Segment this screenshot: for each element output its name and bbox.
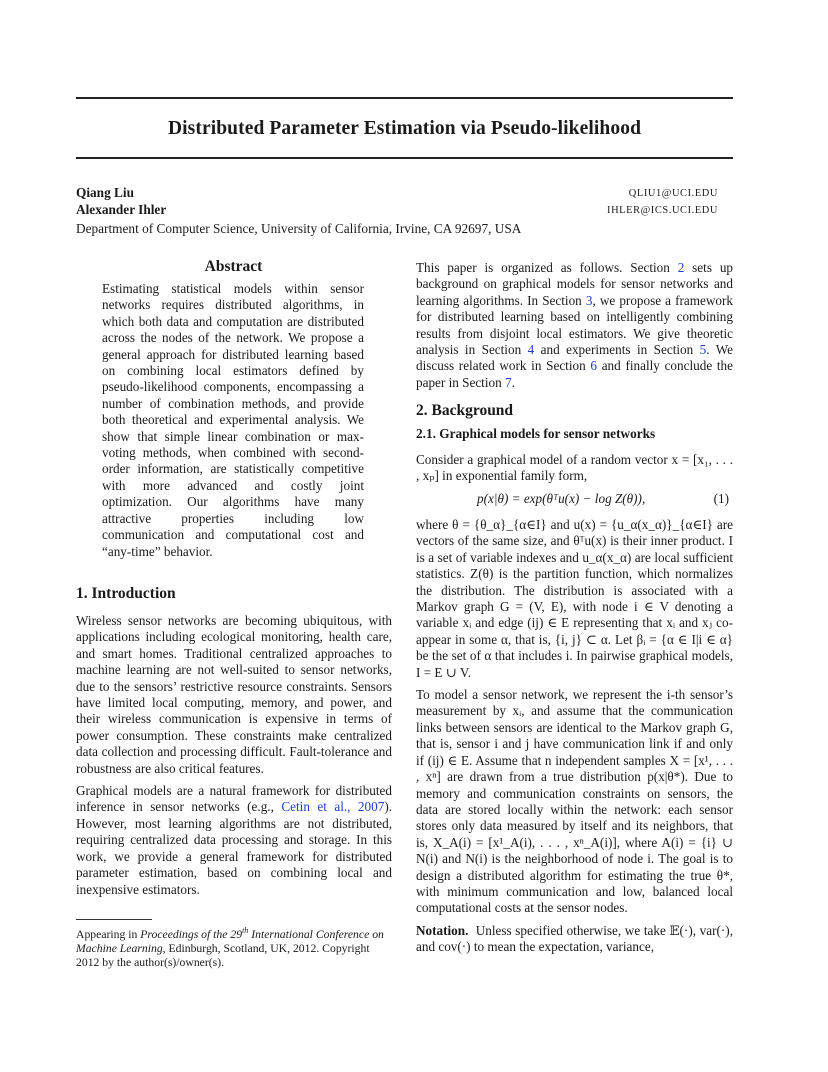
- section-link-5[interactable]: 5: [699, 342, 707, 358]
- background-paragraph-1b: where θ = {θ_α}_{α∈I} and u(x) = {u_α(x_α)}_{α∈I} are vectors of the same size, and θᵀu(x) is their inner product. I is a set of variable indexes and u_α(x_α) are local sufficient statistics. Z(θ) is the partition function, which normalizes the distribution. The distribution is associated with a Markov graph G = (V, E), with node i ∈ V denoting a variable xᵢ and edge (ij) ∈ E representing that xᵢ and xⱼ co-appear in some α, that is, {i, j} ⊂ α. Let βᵢ = {α ∈ I|i ∈ α} be the set of α that includes i. In pairwise graphical models, I = E ∪ V.: [416, 517, 733, 680]
- equation-body: p(x|θ) = exp(θᵀu(x) − log Z(θ)),: [477, 491, 646, 506]
- notation-text: Unless specified otherwise, we take 𝔼(·), var(·), and cov(·) to mean the expectation, variance,: [416, 922, 733, 955]
- author-email-2: IHLER@ICS.UCI.EDU: [607, 205, 718, 216]
- author-name-2: Alexander Ihler: [76, 202, 167, 217]
- footnote-rule: [76, 919, 152, 920]
- background-heading: 2. Background: [416, 402, 514, 419]
- subsection-heading-2-1: 2.1. Graphical models for sensor networks: [416, 426, 656, 441]
- intro-heading: 1. Introduction: [76, 585, 176, 602]
- footnote-pre: Appearing in: [76, 927, 141, 941]
- intro-paragraph-2: [76, 783, 392, 898]
- abstract-paragraph: Estimating statistical models within sensor networks requires distributed algorithms, in which both data and computation are distributed across the nodes of the network. We propose a general approach for distributed learning based on combining local estimators defined by pseudo-likelihood components, encompassing a number of combination methods, and provide both theoretical and experimental analysis. We show that simple linear combination or max-voting methods, when combined with second-order information, are statistically competitive with more advanced and costly joint optimization. Our algorithms have many attractive properties including low communication and computational cost and “any-time” behavior.: [102, 281, 364, 559]
- footnote-sup: th: [242, 926, 249, 935]
- background-paragraph-1a: Consider a graphical model of a random vector x = [x₁, . . . , xₚ] in exponential family form,: [416, 452, 733, 484]
- org-t6: and finally conclude the paper in Section: [416, 358, 733, 390]
- background-body: [416, 517, 733, 956]
- org-t3: , we propose a framework for distributed learning based on intelligently combining results from disjoint local estimators. We give theoretic analysis in Section: [416, 292, 733, 358]
- intro-p2-start: Graphical models are a natural framework for distributed inference in sensor networks (e.g.,: [76, 783, 392, 815]
- intro-body: [76, 613, 392, 898]
- background-intro: [416, 452, 733, 485]
- organization-paragraph: [416, 260, 733, 391]
- paper-title: Distributed Parameter Estimation via Pseudo-likelihood: [167, 118, 642, 139]
- footnote: [76, 924, 392, 970]
- section-link-7[interactable]: 7: [505, 374, 512, 390]
- equation-number: (1): [713, 491, 729, 506]
- abstract-text: [102, 281, 364, 560]
- org-t2: sets up background on graphical models for sensor networks and learning algorithms. In Section: [416, 260, 734, 308]
- intro-p2-end: ). However, most learning algorithms are not distributed, requiring centralized data processing and storage. In this work, we provide a general framework for distributed parameter estimation, based on combining local and inexpensive estimators.: [76, 799, 393, 897]
- org-t7: .: [511, 374, 515, 390]
- section-link-3[interactable]: 3: [585, 292, 593, 308]
- org-t4: and experiments in Section: [534, 342, 700, 358]
- citation-cetin[interactable]: Cetin et al., 2007: [281, 799, 385, 815]
- org-t5: . We discuss related work in Section: [416, 342, 733, 374]
- footnote-venue: Proceedings of the 29: [140, 927, 243, 941]
- section-link-4[interactable]: 4: [527, 342, 535, 358]
- author-name-1: Qiang Liu: [76, 185, 135, 200]
- background-paragraph-2: To model a sensor network, we represent the i-th sensor’s measurement by xᵢ, and assume that the communication links between sensors are identical to the Markov graph G, that is, sensor i and j have communication link if and only if (ij) ∈ E. Assume that n independent samples X = [x¹, . . . , xⁿ] are drawn from a true distribution p(x|θ*). Due to memory and communication constraints on sensors, the data are stored locally within the network: each sensor stores only data measured by itself and its neighbors, that is, X_A(i) = [x¹_A(i), . . . , xⁿ_A(i)], where A(i) = {i} ∪ N(i) and N(i) is the neighborhood of node i. The goal is to design a distributed algorithm for estimating the true θ*, with minimum communication and low, balanced local computational costs at the sensor nodes.: [416, 687, 733, 916]
- top-rule: [76, 97, 733, 99]
- affiliation: Department of Computer Science, University of California, Irvine, CA 92697, USA: [76, 221, 522, 236]
- intro-paragraph-1: Wireless sensor networks are becoming ubiquitous, with applications including ecological monitoring, health care, and smart homes. Traditional centralized approaches to machine learning are not well-suited to sensor networks, due to the sensors’ restrictive resource constraints. Sensors have limited local computing, memory, and power, and their wireless communication is expensive in terms of power consumption. These constraints make centralized data collection and processing difficult. Fault-tolerance and robustness are also critical features.: [76, 613, 392, 776]
- author-email-1: QLIU1@UCI.EDU: [628, 188, 718, 199]
- org-text: [416, 260, 733, 391]
- abstract-heading: Abstract: [204, 258, 263, 275]
- section-link-2[interactable]: 2: [677, 260, 685, 275]
- footnote-post: , Edinburgh, Scotland, UK, 2012. Copyright 2012 by the author(s)/owner(s).: [76, 941, 370, 969]
- footnote-venue2: International Conference on Machine Learning: [76, 927, 384, 955]
- org-t1: This paper is organized as follows. Section: [416, 260, 678, 275]
- notation-paragraph: [416, 923, 733, 956]
- notation-label: Notation.: [416, 922, 469, 938]
- section-link-6[interactable]: 6: [590, 358, 597, 374]
- title-bottom-rule: [76, 157, 733, 159]
